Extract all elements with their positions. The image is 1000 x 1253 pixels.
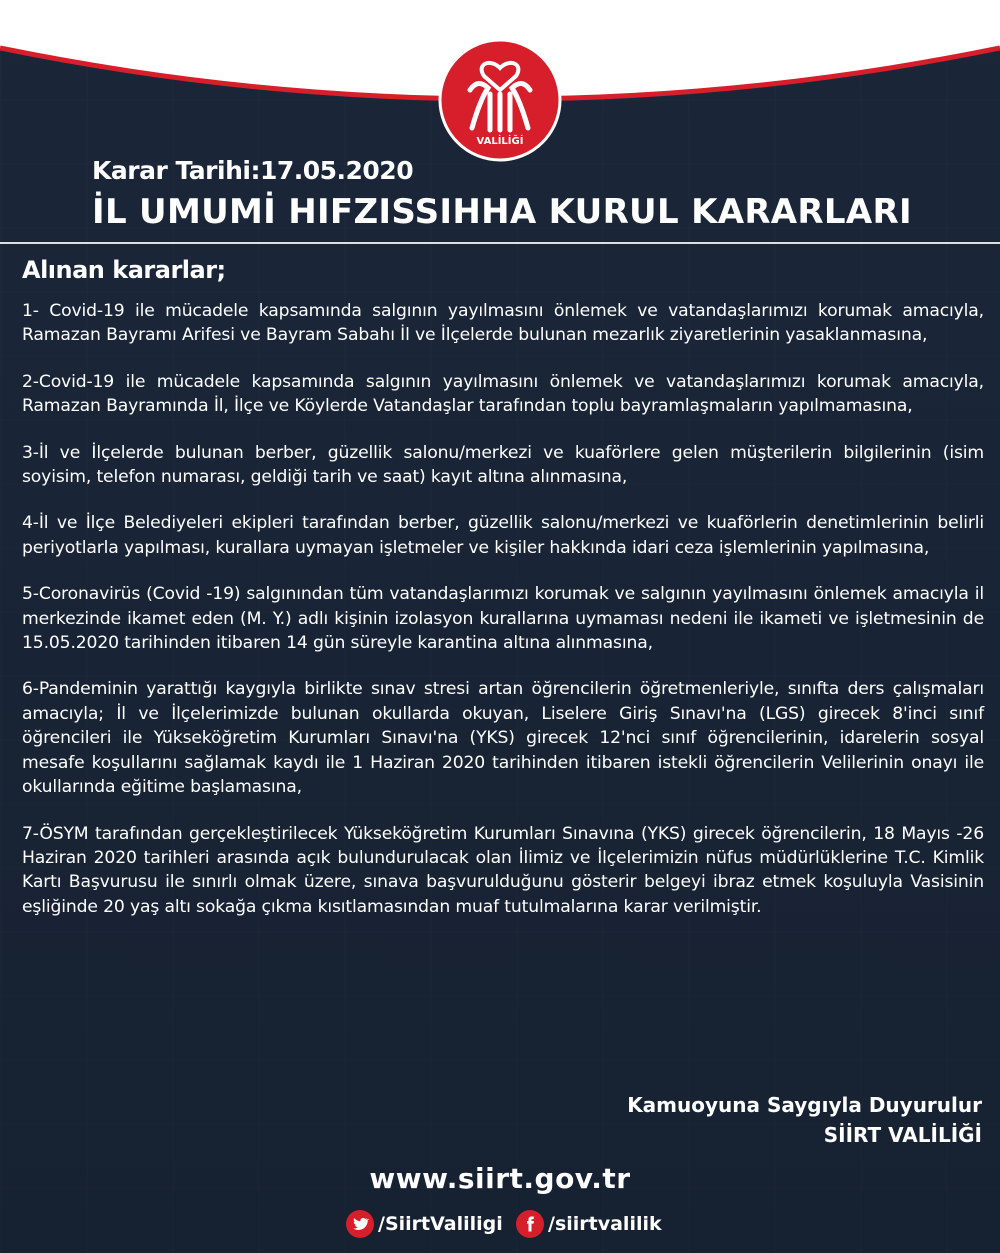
decision-item-7: 7-ÖSYM tarafından gerçekleştirilecek Yükseköğretim Kurumları Sınavına (YKS) girecek öğrencilerin, 18 Mayıs -26 Haziran 2020 tarihleri arasında açık bulundurulacak olan İlimiz ve İlçelerimizin nüfus müdürlüklerine T.C. Kimlik Kartı Başvurusu ile sınırlı olmak üzere, sınava başvurulduğunu gösterir belgeyi ibraz etmek koşuluyla Vasisinin eşliğinde 20 yaş altı sokağa çıkma kısıtlamasından muaf tutulmalarına karar verilmiştir.: [22, 823, 984, 917]
twitter-link[interactable]: [346, 1208, 503, 1240]
decision-item-2: 2-Covid-19 ile mücadele kapsamında salgının yayılmasını önlemek ve vatandaşlarımızı korumak amacıyla, Ramazan Bayramında İl, İlçe ve Köylerde Vatandaşlar tarafından toplu bayramlaşmaların yapılmamasına,: [22, 371, 984, 417]
twitter-icon: [346, 1210, 374, 1238]
decision-item-4: 4-İl ve İlçe Belediyeleri ekipleri tarafından berber, güzellik salonu/merkezi ve kuaförlerin denetimlerinin belirli periyotlarla yapılması, kurallara uymayan işletmeler ve kişiler hakkında idari ceza işlemlerinin yapılmasına,: [22, 513, 984, 558]
siirt-valiligi-logo-icon: [438, 38, 562, 162]
decisions-list: [22, 299, 984, 941]
decisions-heading: Alınan kararlar;: [22, 256, 226, 284]
closing-signature: [627, 1090, 982, 1150]
facebook-icon: [516, 1210, 544, 1238]
page-title: İL UMUMİ HIFZISSIHHA KURUL KARARLARI: [92, 192, 912, 232]
closing-line: Kamuoyuna Saygıyla Duyurulur: [627, 1093, 982, 1117]
signatory: SİİRT VALİLİĞİ: [823, 1123, 982, 1147]
decision-item-3: 3-İl ve İlçelerde bulunan berber, güzellik salonu/merkezi ve kuaförlere gelen müşterilerin bilgilerinin (isim soyisim, telefon numarası, geldiği tarih ve saat) kayıt altına alınmasına,: [22, 442, 984, 488]
twitter-handle: /SiirtValiligi: [378, 1213, 503, 1235]
facebook-handle: /siirtvalilik: [548, 1213, 662, 1235]
decision-item-5: 5-Coronavirüs (Covid -19) salgınından tüm vatandaşlarımızı korumak ve salgının yayılmasını önlemek amacıyla il merkezinde ikamet eden (M. Y.) adlı kişinin izolasyon kurallarına uymaması nedeni ile ikameti ve işletmesinin de 15.05.2020 tarihinden itibaren 14 gün süreyle karantina altına alınmasına,: [22, 584, 984, 654]
header-divider: [0, 242, 1000, 244]
website-link[interactable]: www.siirt.gov.tr: [369, 1162, 631, 1195]
logo-text: VALİLİĞİ: [476, 136, 524, 147]
decision-item-1: 1- Covid-19 ile mücadele kapsamında salgının yayılmasını önlemek ve vatandaşlarımızı korumak amacıyla, Ramazan Bayramı Arifesi ve Bayram Sabahı İl ve İlçelerde bulunan mezarlık ziyaretlerinin yasaklanmasına,: [22, 301, 984, 346]
facebook-link[interactable]: [516, 1208, 662, 1240]
decision-item-6: 6-Pandeminin yarattığı kaygıyla birlikte sınav stresi artan öğrencilerin öğretmenleriyle, sınıfta ders çalışmaları amacıyla; İl ve İlçelerimizde bulunan okullarda okuyan, Liselere Giriş Sınavı'na (LGS) girecek 8'inci sınıf öğrencileri ile Yükseköğretim Kurumları Sınavı'na (YKS) girecek 12'nci sınıf öğrencilerinin, idarelerin sosyal mesafe koşullarını sağlamak kaydı ile 1 Haziran 2020 tarihinden itibaren istekli öğrencilerin Velilerinin onayı ile okullarında eğitime başlamasına,: [22, 679, 984, 798]
decision-date: Karar Tarihi:17.05.2020: [92, 156, 414, 185]
